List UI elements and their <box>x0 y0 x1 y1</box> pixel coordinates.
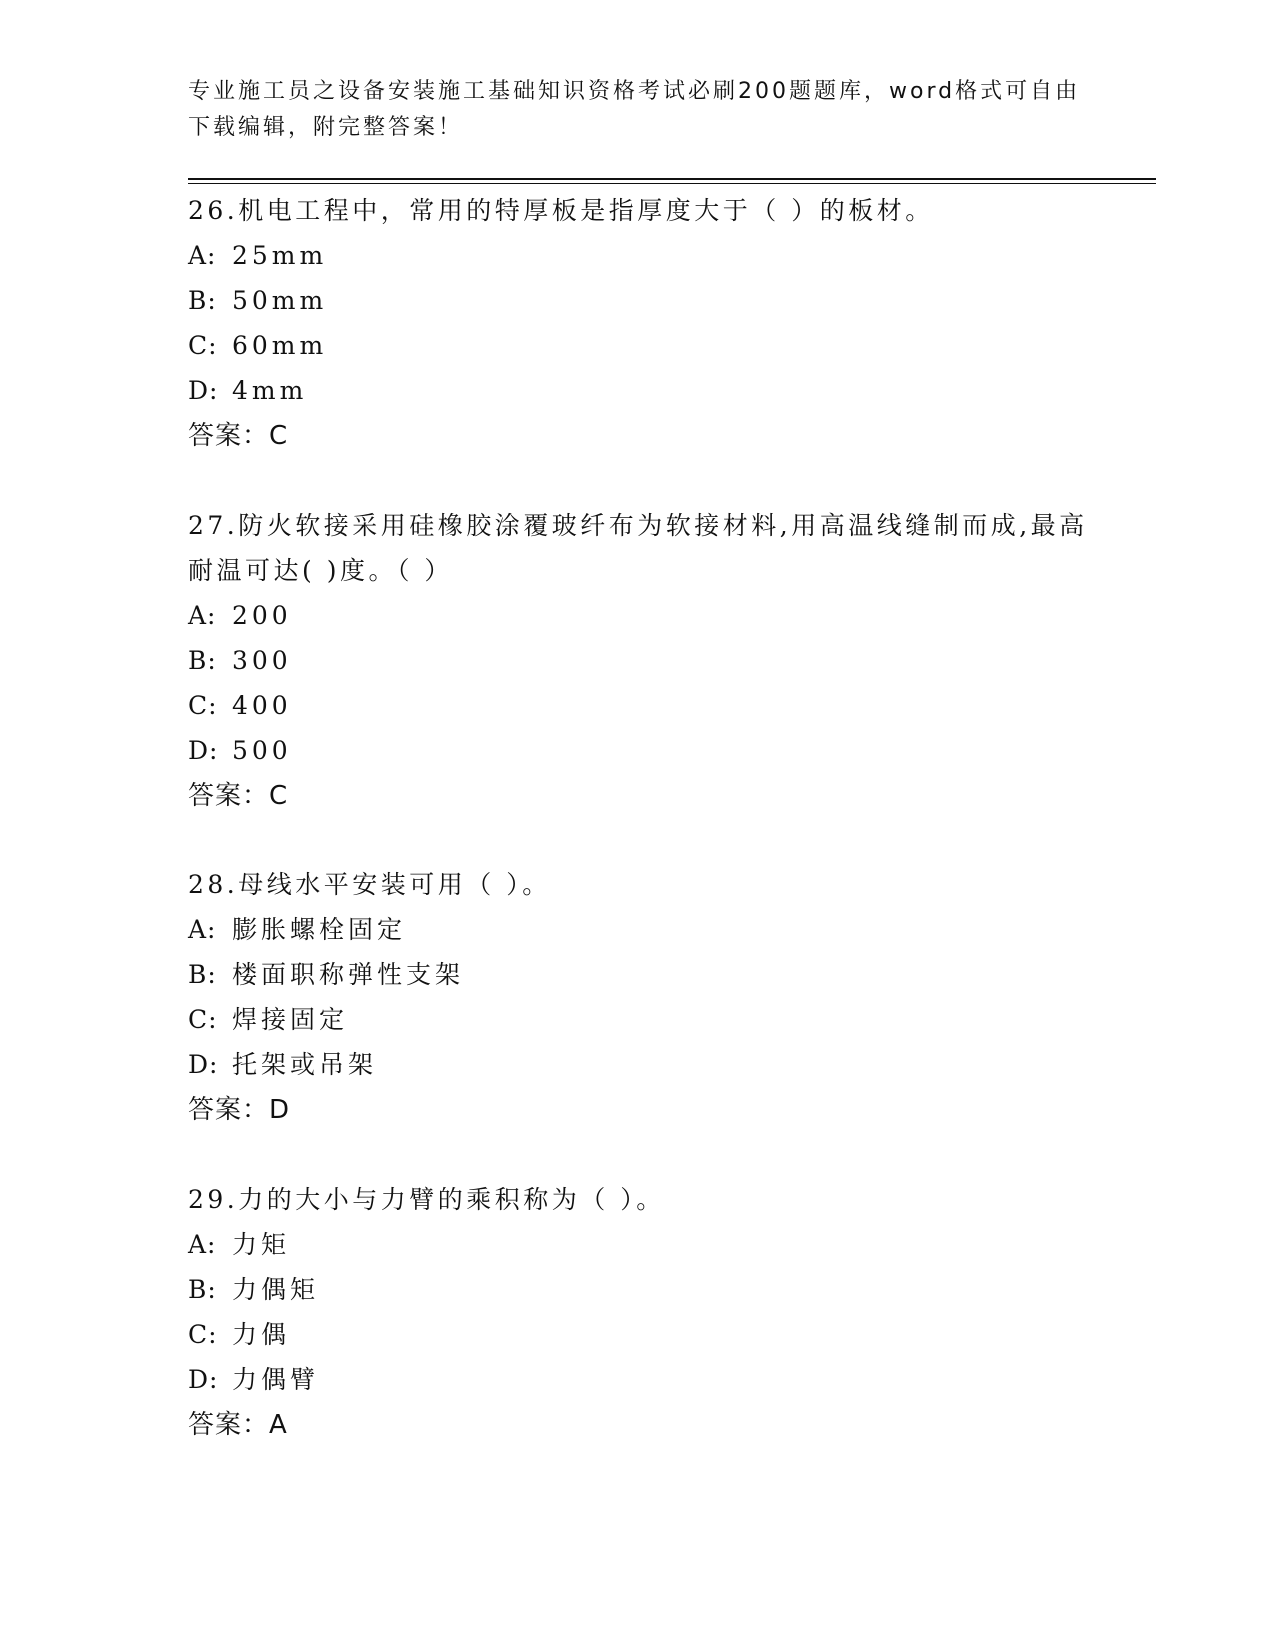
option-letter: C: <box>188 331 218 360</box>
option-c <box>188 683 1108 728</box>
option-a <box>188 907 1108 952</box>
answer-line: 答案：A <box>188 1410 288 1440</box>
question-text: 27.防火软接采用硅橡胶涂覆玻纤布为软接材料,用高温线缝制而成,最高耐温可达( )度。（ ） <box>188 511 1088 585</box>
question-28 <box>188 862 1108 1133</box>
question-29 <box>188 1177 1108 1448</box>
question-text: 26.机电工程中，常用的特厚板是指厚度大于（ ）的板材。 <box>188 196 934 225</box>
option-letter: D: <box>188 736 219 765</box>
option-text: 楼面职称弹性支架 <box>232 960 465 989</box>
option-b <box>188 1267 1108 1312</box>
option-a <box>188 1222 1108 1267</box>
option-c <box>188 323 1108 368</box>
option-text: 力偶 <box>232 1320 291 1349</box>
option-letter: C: <box>188 1005 218 1034</box>
header-divider-thin <box>188 183 1156 184</box>
option-d <box>188 1042 1108 1087</box>
option-letter: B: <box>188 286 217 315</box>
header-line-1: 专业施工员之设备安装施工基础知识资格考试必刷200题题库，word格式可自由 <box>188 79 1081 104</box>
option-letter: B: <box>188 960 217 989</box>
option-c <box>188 1312 1108 1357</box>
option-text: 300 <box>232 646 292 675</box>
option-letter: A: <box>188 241 217 270</box>
option-text: 25mm <box>232 241 328 270</box>
option-letter: B: <box>188 1275 217 1304</box>
option-letter: C: <box>188 1320 218 1349</box>
document-header <box>188 74 1088 146</box>
option-letter: D: <box>188 376 219 405</box>
option-text: 400 <box>232 691 292 720</box>
option-letter: A: <box>188 601 217 630</box>
question-text: 29.力的大小与力臂的乘积称为（ ）。 <box>188 1185 665 1214</box>
option-c <box>188 997 1108 1042</box>
option-text: 60mm <box>232 331 328 360</box>
option-letter: D: <box>188 1050 219 1079</box>
option-text: 力偶臂 <box>232 1365 320 1394</box>
option-text: 500 <box>232 736 292 765</box>
option-b <box>188 952 1108 997</box>
option-letter: B: <box>188 646 217 675</box>
option-text: 焊接固定 <box>232 1005 349 1034</box>
option-text: 4mm <box>232 376 308 405</box>
header-divider-thick <box>188 178 1156 180</box>
option-text: 力矩 <box>232 1230 291 1259</box>
option-text: 力偶矩 <box>232 1275 320 1304</box>
header-line-2: 下载编辑，附完整答案！ <box>188 115 464 140</box>
answer-line: 答案：C <box>188 421 289 451</box>
option-d <box>188 368 1108 413</box>
option-d <box>188 728 1108 773</box>
answer-line: 答案：D <box>188 1095 291 1125</box>
option-text: 托架或吊架 <box>232 1050 378 1079</box>
answer-line: 答案：C <box>188 781 289 811</box>
option-letter: C: <box>188 691 218 720</box>
option-letter: A: <box>188 915 217 944</box>
question-27 <box>188 503 1108 819</box>
option-b <box>188 278 1108 323</box>
question-text: 28.母线水平安装可用（ ）。 <box>188 870 551 899</box>
option-a <box>188 593 1108 638</box>
option-text: 200 <box>232 601 292 630</box>
option-letter: D: <box>188 1365 219 1394</box>
option-a <box>188 233 1108 278</box>
option-text: 膨胀螺栓固定 <box>232 915 407 944</box>
option-letter: A: <box>188 1230 217 1259</box>
option-text: 50mm <box>232 286 328 315</box>
option-b <box>188 638 1108 683</box>
option-d <box>188 1357 1108 1402</box>
question-26 <box>188 188 1108 459</box>
